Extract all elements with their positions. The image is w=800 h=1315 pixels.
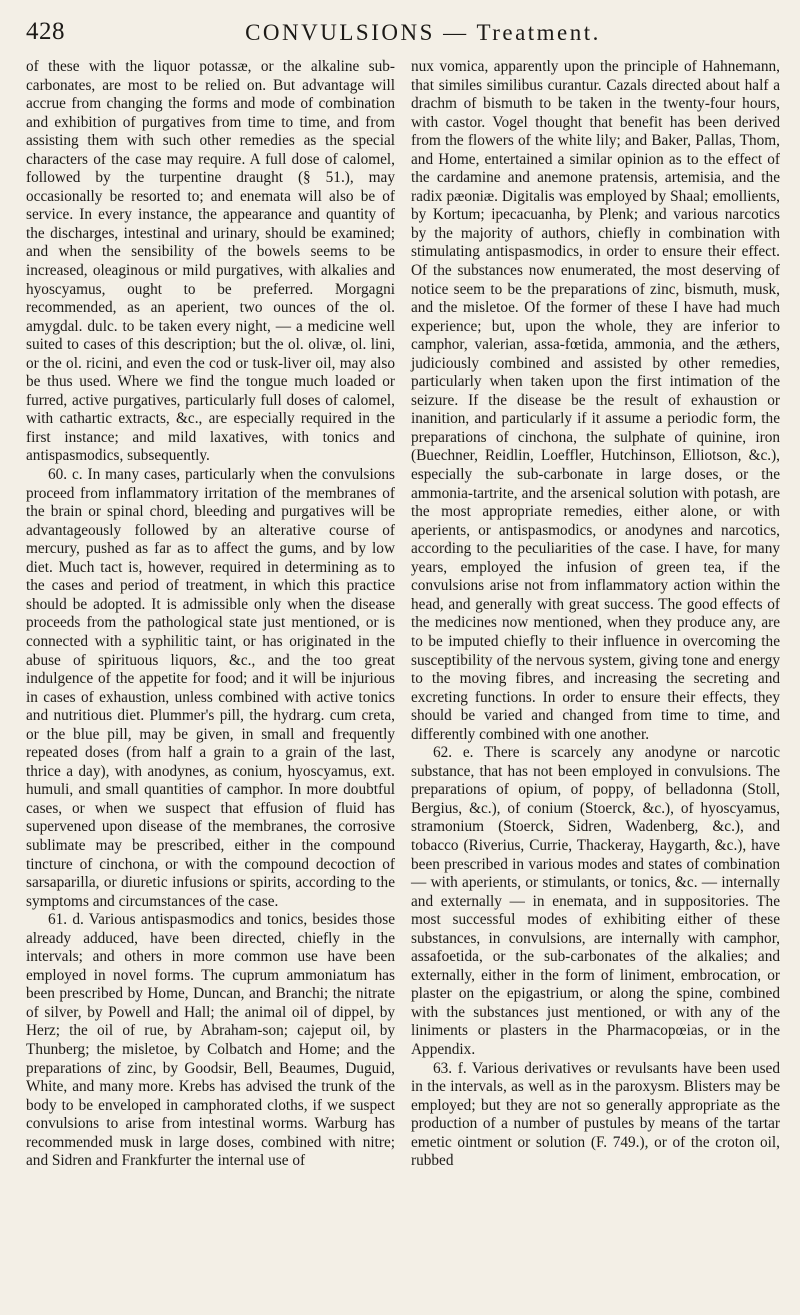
right-column [409, 58, 780, 1298]
paragraph: 60. c. In many cases, particularly when the convulsions proceed from inflammatory irritation of the membranes of the brain or spinal chord, bleeding and purgatives will be advantageously followed by an alterative course of mercury, pushed as far as to affect the gums, and by low diet. Much tact is, however, required in determining as to the cases and period of treatment, in which this practice should be adopted. It is admissible only when the disease proceeds from the pathological state just mentioned, or is connected with a syphilitic taint, or has originated in the abuse of spirituous liquors, &c., and the too great indulgence of the appetite for food; and it will be injurious in cases of exhaustion, unless combined with active tonics and nutritious diet. Plummer's pill, the hydrarg. cum creta, or the blue pill, may be given, in small and frequently repeated doses (from half a grain to a grain of the last, thrice a day), with anodynes, as conium, hyoscyamus, ext. humuli, and small quantities of camphor. In more doubtful cases, or when we suspect that effusion of fluid has supervened upon disease of the membranes, the corrosive sublimate may be prescribed, either in the compound tincture of cinchona, or with the compound decoction of sarsaparilla, or diuretic infusions or spirits, according to the symptoms and circumstances of the case. [26, 466, 395, 910]
page-header [26, 18, 780, 58]
running-title: CONVULSIONS — Treatment. [245, 20, 601, 45]
text-columns [26, 58, 780, 1298]
paragraph: 61. d. Various antispasmodics and tonics, besides those already adduced, have been directed, chiefly in the intervals; and others in more common use have been employed in novel forms. The cuprum ammoniatum has been prescribed by Home, Duncan, and Branchi; the nitrate of silver, by Powell and Hall; the animal oil of dippel, by Herz; the oil of rue, by Abraham-son; cajeput oil, by Thunberg; the misletoe, by Colbatch and Home; and the preparations of zinc, by Goodsir, Bell, Beaumes, Duguid, White, and many more. Krebs has advised the trunk of the body to be enveloped in camphorated cloths, if we suspect convulsions to arise from intestinal worms. Warburg has recommended musk in large doses, combined with nitre; and Sidren and Frankfurter the internal use of [26, 911, 395, 1170]
left-column [26, 58, 395, 1298]
paragraph: nux vomica, apparently upon the principle of Hahnemann, that similes similibus curantur. Cazals directed about half a drachm of bismuth to be taken in the twenty-four hours, with castor. Vogel thought that benefit has been derived from the flowers of the white lily; and Baker, Pallas, Thom, and Home, entertained a similar opinion as to the effect of the cardamine and anemone pratensis, artemisia, and the radix pæoniæ. Digitalis was employed by Shaal; emollients, by Kortum; ipecacuanha, by Plenk; and various narcotics by the majority of authors, chiefly in combination with stimulating antispasmodics, in order to ensure their effect. Of the substances now enumerated, the most deserving of notice seem to be the preparations of zinc, bismuth, musk, and the misletoe. Of the former of these I have had much experience; but, upon the whole, they are inferior to camphor, valerian, assa-fœtida, ammonia, and the æthers, judiciously combined and assisted by other remedies, particularly when taken upon the first intimation of the seizure. If the disease be the result of exhaustion or inanition, and particularly if it assume a periodic form, the preparations of cinchona, the sulphate of quinine, iron (Buechner, Reidlin, Loeffler, Hutchinson, Elliotson, &c.), especially the sub-carbonate in large doses, or the ammonia-tartrite, and the arsenical solution with potash, are the most appropriate remedies, either alone, or with aperients, or antispasmodics, or anodynes and narcotics, according to the peculiarities of the case. I have, for many years, employed the infusion of green tea, if the convulsions arise not from inflammatory action within the head, and generally with great success. The good effects of the medicines now mentioned, when they produce any, are to be imputed chiefly to their influence in overcoming the susceptibility of the nervous system, giving tone and energy to the moving fibres, and increasing the secreting and excreting functions. In order to ensure their effects, they should be varied and changed from time to time, and differently combined with one another. [411, 58, 780, 743]
paragraph: 63. f. Various derivatives or revulsants have been used in the intervals, as well as in the paroxysm. Blisters may be employed; but they are not so generally appropriate as the production of a number of pustules by means of the tartar emetic ointment or solution (F. 749.), or of the croton oil, rubbed [411, 1059, 780, 1170]
paragraph: of these with the liquor potassæ, or the alkaline sub-carbonates, are most to be relied on. But advantage will accrue from changing the forms and mode of combination and exhibition of purgatives from time to time, and from assisting them with such other remedies as the special characters of the case may require. A full dose of calomel, followed by the turpentine draught (§ 51.), may occasionally be resorted to; and enemata will also be of service. In every instance, the appearance and quantity of the discharges, intestinal and urinary, should be examined; and when the sensibility of the bowels seems to be increased, oleaginous or mild purgatives, with alkalies and hyoscyamus, ought to be preferred. Morgagni recommended, as an aperient, two ounces of the ol. amygdal. dulc. to be taken every night, — a medicine well suited to cases of this description; but the ol. olivæ, ol. lini, or the ol. ricini, and even the cod or tusk-liver oil, may also be thus used. Where we find the tongue much loaded or furred, active purgatives, particularly full doses of calomel, with cathartic extracts, &c., are especially required in the first instance; and mild laxatives, with tonics and antispasmodics, subsequently. [26, 58, 395, 465]
page-number: 428 [26, 18, 65, 45]
paragraph: 62. e. There is scarcely any anodyne or narcotic substance, that has not been employed in convulsions. The preparations of opium, of poppy, of belladonna (Stoll, Bergius, &c.), of conium (Stoerck, &c.), of hyoscyamus, stramonium (Stoerck, Sidren, Wadenberg, &c.), and tobacco (Riverius, Currie, Thackeray, Haygarth, &c.), have been prescribed in various modes and states of combination — with aperients, or stimulants, or tonics, &c. — internally and externally — in enemata, and in suppositories. The most successful modes of exhibiting either of these substances, in convulsions, are internally with camphor, assafoetida, or the sub-carbonates of the alkalies; and externally, either in the form of liniment, embrocation, or plaster on the epigastrium, or along the spine, combined with the substances just mentioned, or with any of the liniments or plasters in the Pharmacopœias, or in the Appendix. [411, 744, 780, 1058]
